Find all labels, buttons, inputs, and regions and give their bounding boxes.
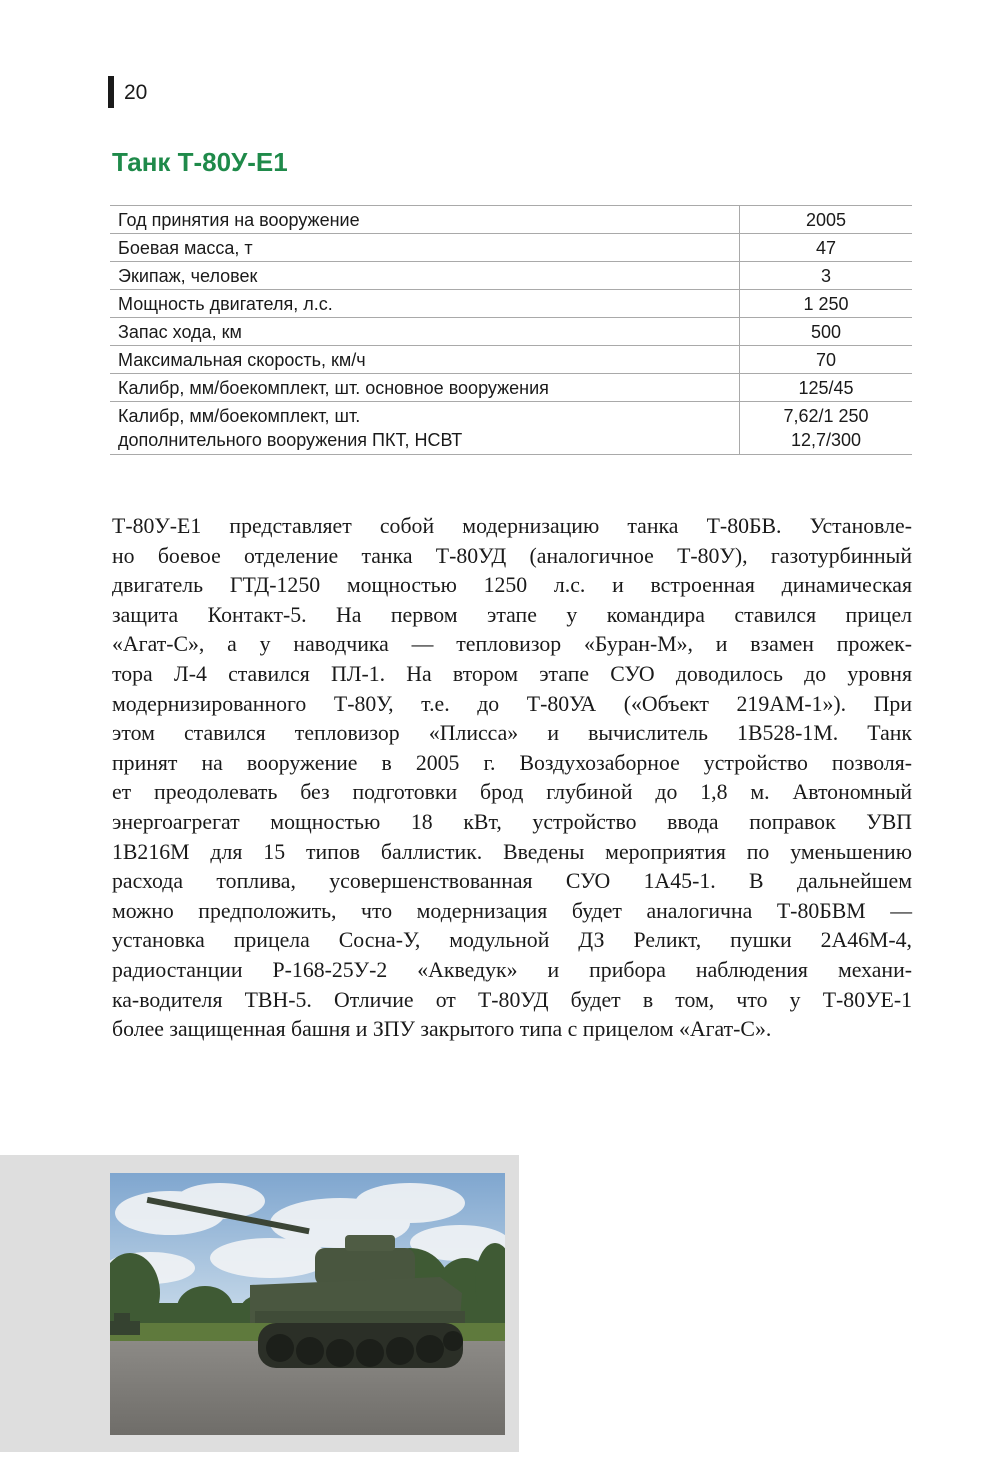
spec-label: Максимальная скорость, км/ч	[110, 346, 740, 374]
spec-value: 125/45	[740, 374, 913, 402]
tank-photo	[110, 1173, 505, 1435]
body-line: но боевое отделение танка Т-80УД (аналогичное Т-80У), газотурбинный	[112, 543, 912, 568]
table-row	[110, 206, 912, 234]
body-line: «Агат-С», а у наводчика — тепловизор «Буран-М», и взамен прожек-	[112, 632, 912, 657]
body-line: этом ставился тепловизор «Плисса» и вычислитель 1В528-1М. Танк	[112, 721, 912, 746]
body-line: модернизированного Т-80У, т.е. до Т-80УА («Объект 219АМ-1»). При	[112, 691, 912, 716]
spec-value: 70	[740, 346, 913, 374]
body-line: радиостанции Р-168-25У-2 «Акведук» и прибора наблюдения механи-	[112, 957, 912, 982]
table-row	[110, 318, 912, 346]
table-row	[110, 234, 912, 262]
spec-table	[110, 205, 912, 455]
body-paragraph	[112, 512, 912, 1045]
spec-value: 3	[740, 262, 913, 290]
spec-label: Мощность двигателя, л.с.	[110, 290, 740, 318]
body-line: принят на вооружение в 2005 г. Воздухозаборное устройство позволя-	[112, 750, 912, 775]
body-line: Т-80У-Е1 представляет собой модернизацию танка Т-80БВ. Установле-	[112, 514, 912, 538]
body-line: можно предположить, что модернизация будет аналогична Т-80БВМ —	[112, 898, 912, 923]
body-line: защита Контакт-5. На первом этапе у командира ставился прицел	[112, 602, 912, 627]
page-number: 20	[124, 81, 148, 104]
page-title: Танк Т-80У-Е1	[112, 147, 288, 177]
table-row	[110, 374, 912, 402]
spec-value: 500	[740, 318, 913, 346]
spec-value: 1 250	[740, 290, 913, 318]
body-line: ка-водителя ТВН-5. Отличие от Т-80УД будет в том, что у Т-80УЕ-1	[112, 987, 912, 1012]
body-line: тора Л-4 ставился ПЛ-1. На втором этапе СУО доводилось до уровня	[112, 661, 912, 686]
body-line: расхода топлива, усовершенствованная СУО 1А45-1. В дальнейшем	[112, 869, 912, 894]
table-row	[110, 346, 912, 374]
spec-value-line: 7,62/1 250	[783, 406, 869, 426]
spec-value: 47	[740, 234, 913, 262]
spec-label: Боевая масса, т	[110, 234, 740, 262]
spec-label: Запас хода, км	[110, 318, 740, 346]
table-row	[110, 262, 912, 290]
table-row	[110, 402, 912, 455]
table-row	[110, 290, 912, 318]
spec-value-line: 12,7/300	[790, 430, 862, 450]
body-line: 1В216М для 15 типов баллистик. Введены мероприятия по уменьшению	[112, 839, 912, 864]
spec-label-line: Калибр, мм/боекомплект, шт.	[118, 406, 361, 426]
photo-panel	[0, 1155, 519, 1452]
spec-value: 2005	[740, 206, 913, 234]
body-line: двигатель ГТД-1250 мощностью 1250 л.с. и встроенная динамическая	[112, 573, 912, 598]
spec-label-line: дополнительного вооружения ПКТ, НСВТ	[118, 430, 463, 450]
spec-label: Экипаж, человек	[110, 262, 740, 290]
spec-label: Калибр, мм/боекомплект, шт. основное вооружения	[110, 374, 740, 402]
body-line: установка прицела Сосна-У, модульной ДЗ Реликт, пушки 2А46М-4,	[112, 928, 912, 953]
page-marker-bar	[108, 76, 114, 108]
spec-label: Год принятия на вооружение	[110, 206, 740, 234]
spec-value	[740, 402, 913, 455]
body-line: более защищенная башня и ЗПУ закрытого типа с прицелом «Агат-С».	[112, 1017, 772, 1042]
spec-label	[110, 402, 740, 455]
body-line: энергоагрегат мощностью 18 кВт, устройство ввода поправок УВП	[112, 809, 912, 834]
body-line: ет преодолевать без подготовки брод глубиной до 1,8 м. Автономный	[112, 780, 912, 805]
